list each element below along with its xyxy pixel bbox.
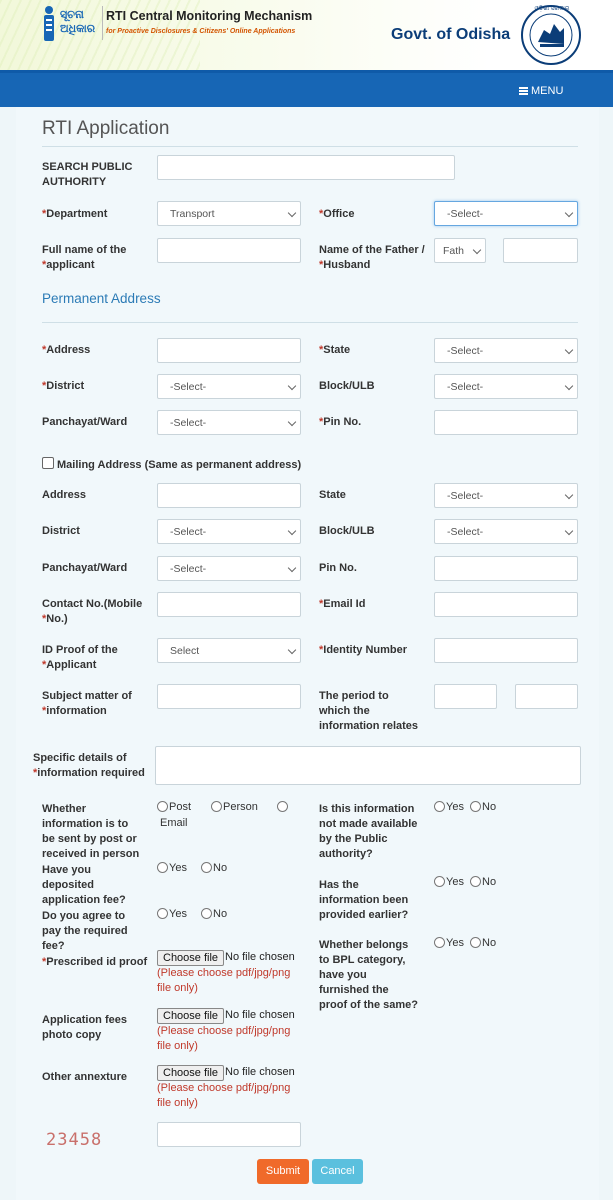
- send-mode-label: Whether information is to be sent by post or received in person: [42, 803, 140, 860]
- district-label: *District: [42, 380, 85, 392]
- office-select[interactable]: -Select-: [434, 201, 578, 226]
- rti-logo[interactable]: [40, 4, 100, 44]
- hamburger-icon: [519, 87, 528, 95]
- department-label: *Department: [42, 208, 108, 220]
- idproof-label: ID Proof of the *Applicant: [42, 644, 118, 671]
- subject-input[interactable]: [157, 684, 301, 709]
- contact-label: Contact No.(Mobile *No.): [42, 598, 143, 625]
- mailing-district-select[interactable]: -Select-: [157, 519, 301, 544]
- mailing-state-label: State: [319, 489, 346, 501]
- not-available-label: Is this information not made available by the Public authority?: [319, 803, 418, 860]
- period-label: The period to which the information relates: [319, 690, 419, 732]
- menu-label: MENU: [531, 85, 564, 97]
- chevron-down-icon: [288, 527, 296, 535]
- menu-button[interactable]: [519, 85, 563, 97]
- identity-label: *Identity Number: [319, 644, 408, 656]
- mailing-pin-input[interactable]: [434, 556, 578, 581]
- radio-icon[interactable]: [201, 862, 212, 873]
- panchayat-select[interactable]: -Select-: [157, 410, 301, 435]
- father-name-input[interactable]: [503, 238, 578, 263]
- logo-text: ସୂଚନା ଅଧିକାର: [60, 9, 96, 35]
- mailing-state-select[interactable]: -Select-: [434, 483, 578, 508]
- father-label: Name of the Father / *Husband: [319, 244, 425, 271]
- send-email-radio[interactable]: [277, 801, 289, 813]
- fee-deposited-no[interactable]: No: [201, 862, 227, 874]
- radio-icon[interactable]: [157, 908, 168, 919]
- prescribed-file-button[interactable]: Choose file: [157, 950, 224, 966]
- odisha-emblem-icon: [520, 4, 582, 66]
- provided-earlier-no[interactable]: No: [470, 876, 496, 888]
- fee-deposited-label: Have you deposited application fee?: [42, 864, 126, 906]
- mailing-address-input[interactable]: [157, 483, 301, 508]
- chevron-down-icon: [473, 246, 481, 254]
- odisha-emblem: [520, 4, 582, 66]
- address-label: *Address: [42, 344, 91, 356]
- father-prefix-select[interactable]: Fath: [434, 238, 486, 263]
- annexure-file-note: (Please choose pdf/jpg/png file only): [157, 1082, 291, 1109]
- specific-details-label: Specific details of *information required: [33, 752, 145, 779]
- search-authority-label: SEARCH PUBLIC AUTHORITY: [42, 161, 133, 188]
- chevron-down-icon: [288, 418, 296, 426]
- chevron-down-icon: [288, 564, 296, 572]
- fees-copy-file-button[interactable]: Choose file: [157, 1008, 224, 1024]
- prescribed-label: *Prescribed id proof: [42, 956, 148, 968]
- send-email-label: Email: [160, 817, 188, 829]
- mailing-district-label: District: [42, 525, 80, 537]
- chevron-down-icon: [288, 382, 296, 390]
- panchayat-label: Panchayat/Ward: [42, 416, 128, 428]
- logo-divider: [102, 6, 103, 40]
- send-post-option[interactable]: Post: [157, 801, 191, 813]
- mailing-block-label: Block/ULB: [319, 525, 375, 537]
- radio-icon[interactable]: [434, 801, 445, 812]
- bpl-no[interactable]: No: [470, 937, 496, 949]
- period-to-input[interactable]: [515, 684, 578, 709]
- district-select[interactable]: -Select-: [157, 374, 301, 399]
- emblem-text: ଓଡ଼ିଶା ସରକାର: [534, 6, 570, 12]
- radio-icon[interactable]: [470, 801, 481, 812]
- agree-pay-yes[interactable]: Yes: [157, 908, 187, 920]
- mailing-panchayat-select[interactable]: -Select-: [157, 556, 301, 581]
- fullname-input[interactable]: [157, 238, 301, 263]
- fee-deposited-yes[interactable]: Yes: [157, 862, 187, 874]
- annexure-label: Other annexture: [42, 1071, 127, 1083]
- cancel-button[interactable]: Cancel: [312, 1159, 363, 1184]
- not-available-yes[interactable]: Yes: [434, 801, 464, 813]
- radio-icon[interactable]: [470, 876, 481, 887]
- chevron-down-icon: [565, 346, 573, 354]
- section-divider: [42, 322, 578, 323]
- provided-earlier-label: Has the information been provided earlier?: [319, 879, 409, 921]
- mailing-same-checkbox[interactable]: [42, 457, 54, 469]
- radio-icon[interactable]: [157, 862, 168, 873]
- fees-copy-file-status: No file chosen: [225, 1009, 295, 1021]
- contact-input[interactable]: [157, 592, 301, 617]
- fees-copy-label: Application fees photo copy: [42, 1014, 127, 1041]
- annexure-file-status: No file chosen: [225, 1066, 295, 1078]
- send-person-option[interactable]: Person: [211, 801, 258, 813]
- annexure-file-button[interactable]: Choose file: [157, 1065, 224, 1081]
- radio-icon[interactable]: [201, 908, 212, 919]
- mailing-panchayat-label: Panchayat/Ward: [42, 562, 128, 574]
- bpl-yes[interactable]: Yes: [434, 937, 464, 949]
- state-select[interactable]: -Select-: [434, 338, 578, 363]
- top-navbar: [0, 70, 613, 107]
- captcha-input[interactable]: [157, 1122, 301, 1147]
- title-divider: [42, 146, 578, 147]
- chevron-down-icon: [565, 209, 573, 217]
- email-label: *Email Id: [319, 598, 366, 610]
- identity-input[interactable]: [434, 638, 578, 663]
- radio-icon[interactable]: [434, 876, 445, 887]
- department-select[interactable]: Transport: [157, 201, 301, 226]
- radio-icon[interactable]: [211, 801, 222, 812]
- submit-button[interactable]: Submit: [257, 1159, 309, 1184]
- prescribed-file-status: No file chosen: [225, 951, 295, 963]
- subject-label: Subject matter of *information: [42, 690, 132, 717]
- radio-icon[interactable]: [470, 937, 481, 948]
- fullname-label: Full name of the *applicant: [42, 244, 127, 271]
- fees-copy-file-note: (Please choose pdf/jpg/png file only): [157, 1025, 291, 1052]
- page-title: RTI Application: [42, 118, 170, 139]
- radio-icon[interactable]: [277, 801, 288, 812]
- radio-icon[interactable]: [157, 801, 168, 812]
- provided-earlier-yes[interactable]: Yes: [434, 876, 464, 888]
- not-available-no[interactable]: No: [470, 801, 496, 813]
- block-label: Block/ULB: [319, 380, 375, 392]
- block-select[interactable]: -Select-: [434, 374, 578, 399]
- address-input[interactable]: [157, 338, 301, 363]
- site-subtitle: for Proactive Disclosures & Citizens' Online Applications: [106, 28, 296, 35]
- radio-icon[interactable]: [434, 937, 445, 948]
- chevron-down-icon: [288, 209, 296, 217]
- idproof-select[interactable]: Select: [157, 638, 301, 663]
- mailing-address-label: Address: [42, 489, 87, 501]
- chevron-down-icon: [565, 491, 573, 499]
- bpl-label: Whether belongs to BPL category, have you furnished the proof of the same?: [319, 939, 419, 1011]
- agree-pay-label: Do you agree to pay the required fee?: [42, 910, 128, 952]
- state-label: *State: [319, 344, 351, 356]
- site-header: [0, 0, 613, 70]
- pin-input[interactable]: [434, 410, 578, 435]
- prescribed-file-note: (Please choose pdf/jpg/png file only): [157, 967, 291, 994]
- site-title: RTI Central Monitoring Mechanism: [106, 9, 313, 23]
- office-label: *Office: [319, 208, 355, 220]
- agree-pay-no[interactable]: No: [201, 908, 227, 920]
- captcha-image: 23458: [46, 1130, 103, 1150]
- chevron-down-icon: [288, 646, 296, 654]
- search-authority-input[interactable]: [157, 155, 455, 180]
- mailing-pin-label: Pin No.: [319, 562, 357, 574]
- govt-label: Govt. of Odisha: [391, 26, 511, 43]
- permanent-address-title: Permanent Address: [42, 291, 161, 306]
- mailing-block-select[interactable]: -Select-: [434, 519, 578, 544]
- chevron-down-icon: [565, 382, 573, 390]
- specific-details-textarea[interactable]: [155, 746, 581, 785]
- period-from-input[interactable]: [434, 684, 497, 709]
- chevron-down-icon: [565, 527, 573, 535]
- email-input[interactable]: [434, 592, 578, 617]
- pin-label: *Pin No.: [319, 416, 362, 428]
- mailing-same-label: Mailing Address (Same as permanent address): [57, 459, 302, 471]
